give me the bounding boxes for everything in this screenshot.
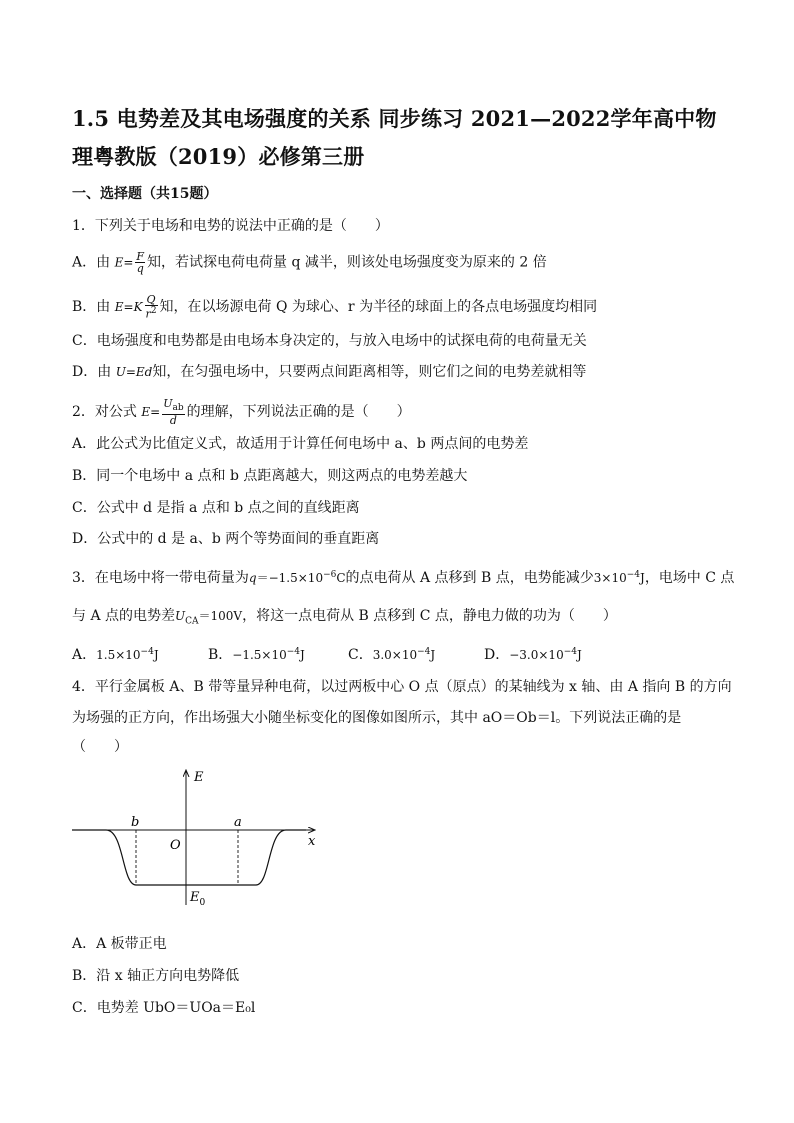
q1-a-text: 知，若试探电荷电荷量 q 减半，则该处电场强度变为原来的 2 倍	[147, 254, 547, 271]
q3-line2-a: 与 A 点的电势差	[72, 608, 176, 624]
label-E0: $E_0$	[190, 890, 206, 908]
label-E: E	[194, 770, 204, 785]
q1-d-prefix: D．由	[72, 364, 112, 380]
q3-line1-c: ，电场中 C 点	[644, 570, 735, 586]
q3-line2-b: ，将这一点电荷从 B 点移到 C 点，静电力做的功为（ ）	[242, 608, 617, 624]
label-b: b	[131, 815, 140, 830]
label-O: O	[170, 838, 181, 853]
q1-option-b[interactable]: B．由 E=K $\frac{Q}{r^2}$ 知，在以场源电荷 Q 为球心、r 为半径的球面上的各点电场强度均相同	[72, 293, 598, 321]
q2-stem-text: 的理解，下列说法正确的是（ ）	[186, 404, 411, 421]
label-x: x	[308, 834, 316, 849]
q4-line3: （ ）	[72, 739, 128, 755]
q2-option-d[interactable]: D．公式中的 d 是 a、b 两个等势面间的垂直距离	[72, 531, 380, 547]
q3-option-b[interactable]: B．$-1.5\times 10^{-4}J$	[208, 647, 305, 663]
q2-option-c[interactable]: C．公式中 d 是指 a 点和 b 点之间的直线距离	[72, 500, 360, 516]
q2-stem-prefix: 2．对公式	[72, 404, 137, 421]
q3-option-c[interactable]: C．$3.0\times 10^{-4}J$	[348, 647, 436, 663]
field-curve	[72, 830, 306, 885]
q4-line1: 4．平行金属板 A、B 带等量异种电荷，以过两板中心 O 点（原点）的某轴线为 x 轴、由 A 指向 B 的方向	[72, 679, 732, 695]
label-a: a	[234, 815, 242, 830]
page-title: 1.5 电势差及其电场强度的关系 同步练习 2021—2022学年高中物理粤教版（2019）必修第三册	[72, 106, 717, 169]
section-heading: 一、选择题（共15题）	[72, 186, 218, 202]
q3-line1: 3．在电场中将一带电荷量为$q=-1.5\times 10^{-6}C$的点电荷从 A 点移到 B 点，电势能减少$3\times 10^{-4}J$，电场中 C 点	[72, 570, 735, 586]
q4-option-a[interactable]: A．A 板带正电	[72, 936, 167, 952]
q1-option-a[interactable]: A．由 E= $\frac{F}{q}$ 知，若试探电荷电荷量 q 减半，则该处电场强度变为原来的 2 倍	[72, 250, 547, 275]
field-graph	[66, 765, 326, 915]
q1-stem: 1．下列关于电场和电势的说法中正确的是（ ）	[72, 218, 389, 234]
q4-option-c[interactable]: C．电势差 UbO＝UOa＝E₀l	[72, 1000, 256, 1016]
q1-a-prefix: A．由	[72, 254, 111, 271]
q3-option-a[interactable]: A．$1.5\times 10^{-4}J$	[72, 647, 159, 663]
q4-option-b[interactable]: B．沿 x 轴正方向电势降低	[72, 968, 240, 984]
q2-option-a[interactable]: A．此公式为比值定义式，故适用于计算任何电场中 a、b 两点间的电势差	[72, 436, 529, 452]
q4-line2: 为场强的正方向，作出场强大小随坐标变化的图像如图所示，其中 aO＝Ob＝l。下列说法正确的是	[72, 710, 682, 726]
q1-option-c[interactable]: C．电场强度和电势都是由电场本身决定的，与放入电场中的试探电荷的电荷量无关	[72, 333, 587, 349]
q1-b-text: 知，在以场源电荷 Q 为球心、r 为半径的球面上的各点电场强度均相同	[159, 298, 598, 315]
q3-line2: 与 A 点的电势差$U_{CA}=100V$，将这一点电荷从 B 点移到 C 点，静电力做的功为（ ）	[72, 608, 617, 627]
q3-line1-a: 3．在电场中将一带电荷量为	[72, 570, 249, 586]
q3-line1-b: 的点电荷从 A 点移到 B 点，电势能减少	[345, 570, 594, 586]
q1-option-d[interactable]: D．由 U=Ed知，在匀强电场中，只要两点间距离相等，则它们之间的电势差就相等	[72, 364, 587, 380]
q1-d-text: 知，在匀强电场中，只要两点间距离相等，则它们之间的电势差就相等	[152, 364, 587, 380]
q3-option-d[interactable]: D．$-3.0\times 10^{-4}J$	[484, 647, 582, 663]
q1-b-prefix: B．由	[72, 298, 111, 315]
q2-stem: 2．对公式 E= $\frac{U_{ab}}{d}$ 的理解，下列说法正确的是（ ）	[72, 397, 411, 428]
q2-option-b[interactable]: B．同一个电场中 a 点和 b 点距离越大，则这两点的电势差越大	[72, 468, 468, 484]
